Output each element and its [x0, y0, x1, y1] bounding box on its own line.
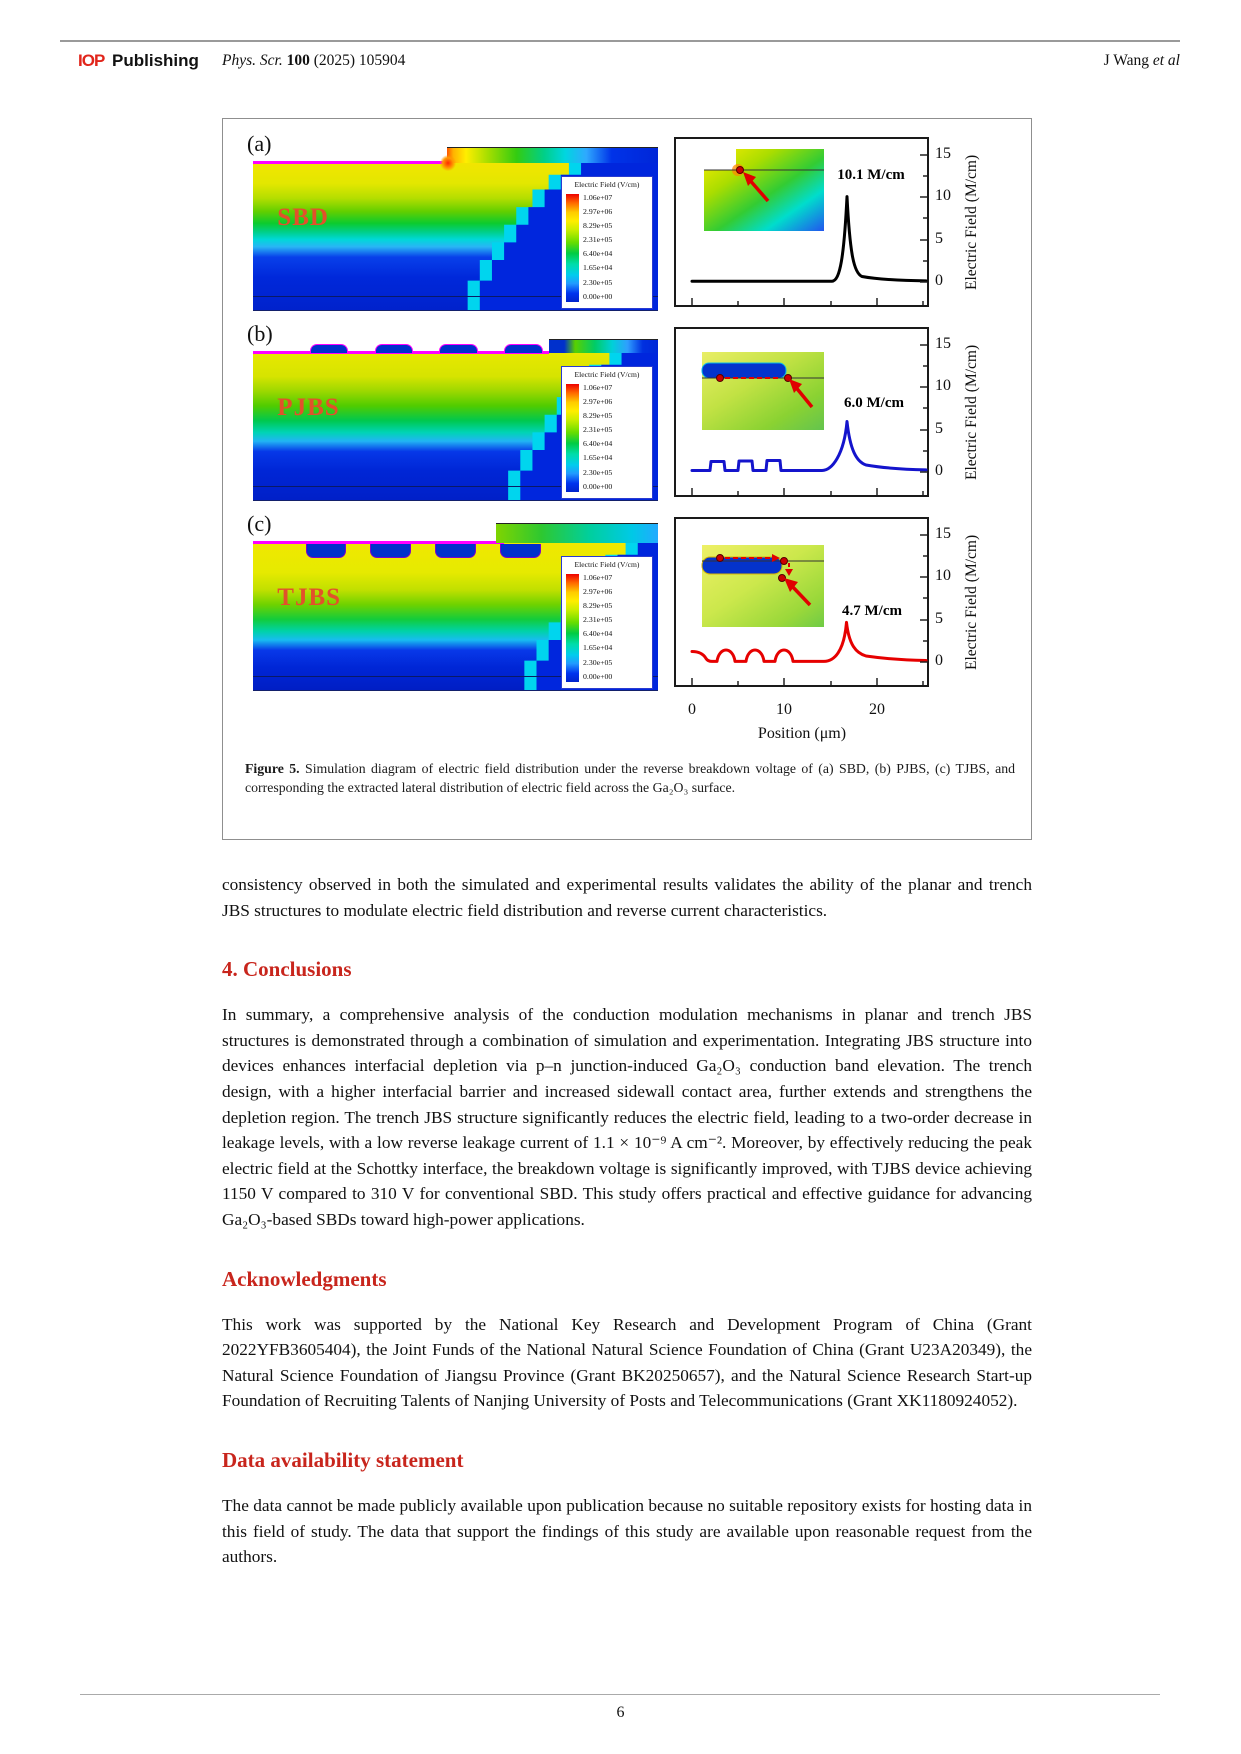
p-region-bump — [439, 344, 477, 353]
field-plate-band — [549, 339, 658, 353]
sbd-field-curve-plot — [674, 137, 929, 307]
author-etal: et al — [1152, 52, 1180, 69]
pjbs-field-curve-plot — [674, 327, 929, 497]
p-region-bump — [310, 344, 348, 353]
paragraph-conclusions: In summary, a comprehensive analysis of the conduction modulation mechanisms in planar and trench JBS structures is demonstrated through a combination of simulation and experimentation. Integrating JBS structure into devices enhances interfacial depletion via p–n junction-induced Ga₂O₃ conduction band elevation. The trench design, with a higher interfacial barrier and increased sidewall contact area, further extends and strengthens the depletion region. The trench JBS structure significantly reduces the electric field, leading to a two-order decrease in leakage levels, with a low reverse leakage current of 1.1 × 10⁻⁹ A cm⁻². Moreover, by effectively reducing the peak electric field at the Schottky interface, the breakdown voltage is significantly improved, with TJBS device achieving 1150 V compared to 310 V for conventional SBD. This study offers practical and effective guidance for advancing Ga₂O₃-based SBDs toward high-power applications. — [222, 1005, 1032, 1229]
x-axis-label: Position (μm) — [757, 725, 847, 742]
peak-value-label: 6.0 M/cm — [844, 395, 904, 411]
legend-values: 1.06e+07 2.97e+06 8.29e+05 2.31e+05 6.40e+04 1.65e+04 2.30e+05 0.00e+00 — [583, 573, 613, 681]
field-legend: Electric Field (V/cm) 1.06e+07 2.97e+06 8.29e+05 2.31e+05 6.40e+04 1.65e+04 2.30e+05 0.00e+00 — [561, 176, 653, 309]
field-plate-band — [447, 147, 658, 163]
figure-5 — [222, 118, 1032, 840]
peak-value-label: 4.7 M/cm — [842, 603, 902, 619]
iop-publishing-logo — [78, 51, 199, 71]
anode-surface-line — [253, 161, 447, 164]
y-axis-label-a: Electric Field (M/cm) — [963, 154, 980, 290]
trench-region — [500, 544, 541, 558]
trench-region — [306, 544, 347, 558]
x-tick-10: 10 — [776, 701, 792, 718]
field-contour-sbd — [253, 163, 658, 311]
legend-colorbar — [566, 194, 579, 302]
y-axis-ticks-b: 15 10 5 0 — [935, 335, 951, 479]
legend-colorbar — [566, 574, 579, 682]
y-axis-label-b: Electric Field (M/cm) — [963, 344, 980, 480]
field-contour-pjbs — [253, 353, 658, 501]
header — [60, 48, 1180, 74]
contour-plot-tjbs — [241, 509, 666, 699]
figure-caption-number: Figure 5. — [245, 761, 300, 776]
line-plot-pjbs — [674, 327, 1034, 509]
inset-p-region-bar — [702, 363, 786, 378]
field-legend: Electric Field (V/cm) 1.06e+07 2.97e+06 8.29e+05 2.31e+05 6.40e+04 1.65e+04 2.30e+05 0.00e+00 — [561, 366, 653, 499]
x-tick-20: 20 — [869, 701, 885, 718]
field-point-marker — [717, 375, 724, 382]
figure-panel-c — [241, 509, 1031, 699]
running-authors — [1104, 52, 1180, 70]
trench-region — [370, 544, 411, 558]
device-label-pjbs: PJBS — [277, 394, 340, 422]
logo-publishing-text: Publishing — [112, 51, 199, 70]
paragraph-acknowledgments: This work was supported by the National Key Research and Development Program of China (Grant 2022YFB3605404), the Joint Funds of the National Natural Science Foundation of China (Grant U23A20349), the Natural Science Foundation of Jiangsu Province (Grant BK20250657), and the Natural Science Research Start-up Foundation of Recruiting Talents of Nanjing University of Posts and Telecommunications (Grant XK1180924052). — [222, 1314, 1032, 1411]
y-axis-ticks-a: 15 10 5 0 — [935, 145, 951, 289]
contour-plot-pjbs — [241, 319, 666, 509]
line-plot-tjbs — [674, 517, 1034, 699]
device-label-sbd: SBD — [277, 204, 329, 232]
article-body — [222, 872, 1032, 1570]
heading-data-availability: Data availability statement — [222, 1447, 464, 1472]
p-region-bump — [504, 344, 542, 353]
panel-tag-a: (a) — [247, 131, 272, 156]
legend-values: 1.06e+07 2.97e+06 8.29e+05 2.31e+05 6.40e+04 1.65e+04 2.30e+05 0.00e+00 — [583, 383, 613, 491]
line-plot-sbd — [674, 137, 1034, 319]
y-axis-label-c: Electric Field (M/cm) — [963, 534, 980, 670]
inset-anode-notch — [704, 149, 736, 170]
peak-point-marker — [737, 167, 744, 174]
field-legend: Electric Field (V/cm) 1.06e+07 2.97e+06 8.29e+05 2.31e+05 6.40e+04 1.65e+04 2.30e+05 0.00e+00 — [561, 556, 653, 689]
x-tick-0: 0 — [688, 701, 696, 718]
journal-reference — [222, 52, 405, 70]
field-contour-tjbs — [253, 543, 658, 691]
footer-rule — [80, 1694, 1160, 1695]
figure-caption-text: Simulation diagram of electric field distribution under the reverse breakdown voltage of (a) SBD, (b) PJBS, (c) TJBS, and corresponding the extracted lateral distribution of electric field across the Ga₂O₃ surface. — [245, 761, 1015, 796]
field-point-marker — [717, 555, 724, 562]
legend-values: 1.06e+07 2.97e+06 8.29e+05 2.31e+05 6.40e+04 1.65e+04 2.30e+05 0.00e+00 — [583, 193, 613, 301]
tjbs-field-curve-plot — [674, 517, 929, 687]
panel-tag-b: (b) — [247, 321, 273, 346]
figure-panel-a — [241, 129, 1031, 319]
header-rule — [60, 40, 1180, 42]
device-label-tjbs: TJBS — [277, 584, 342, 612]
p-region-bump — [375, 344, 413, 353]
journal-title: Phys. Scr. — [222, 52, 283, 69]
corner-point-marker — [781, 558, 788, 565]
legend-colorbar — [566, 384, 579, 492]
journal-issue: (2025) 105904 — [313, 52, 406, 69]
inset-trench-bar — [702, 557, 782, 574]
figure-caption — [245, 759, 1015, 797]
author-name: J Wang — [1103, 52, 1149, 69]
field-hotspot — [440, 155, 456, 171]
contour-plot-sbd — [241, 129, 666, 319]
figure-panel-b — [241, 319, 1031, 509]
heading-acknowledgments: Acknowledgments — [222, 1266, 387, 1291]
field-plate-band — [496, 523, 658, 543]
paragraph-data-availability: The data cannot be made publicly available upon publication because no suitable repository exists for hosting data in this field of study. The data that support the findings of this study are available upon reasonable request from the authors. — [222, 1495, 1032, 1567]
page-number: 6 — [616, 1704, 625, 1721]
panel-tag-c: (c) — [247, 511, 272, 536]
trench-region — [435, 544, 476, 558]
peak-value-label: 10.1 M/cm — [837, 167, 905, 183]
heading-conclusions: 4. Conclusions — [222, 957, 352, 982]
peak-point-marker — [779, 575, 786, 582]
paragraph-intro: consistency observed in both the simulated and experimental results validates the ability of the planar and trench JBS structures to modulate electric field distribution and reverse current characteristics. — [222, 875, 1032, 920]
x-axis — [674, 699, 929, 751]
logo-iop-text: IOP — [78, 51, 105, 70]
journal-volume: 100 — [286, 52, 310, 69]
y-axis-ticks-c: 15 10 5 0 — [935, 525, 951, 669]
